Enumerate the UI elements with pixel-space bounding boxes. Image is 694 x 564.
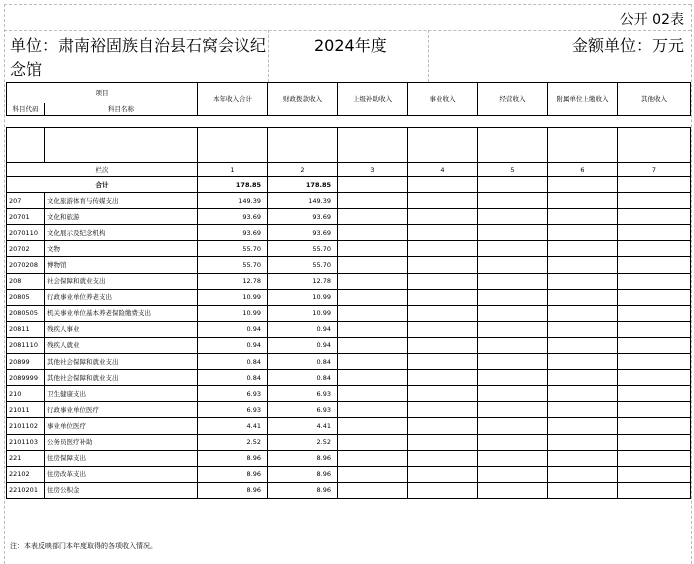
empty-cell	[548, 402, 618, 418]
empty-cell	[338, 354, 408, 370]
subject-name: 机关事业单位基本养老保险缴费支出	[45, 305, 198, 321]
subject-code: 2070110	[7, 225, 45, 241]
header-divider-1	[268, 30, 269, 82]
col-number: 2	[268, 163, 338, 177]
empty-cell	[338, 418, 408, 434]
table-row	[7, 305, 691, 321]
income-total: 6.93	[198, 402, 268, 418]
fiscal-income: 6.93	[268, 386, 338, 402]
empty-cell	[408, 273, 478, 289]
empty-cell	[408, 418, 478, 434]
col-number: 7	[618, 163, 691, 177]
empty-cell	[478, 402, 548, 418]
subject-name: 文化展示及纪念机构	[45, 225, 198, 241]
empty-cell	[548, 450, 618, 466]
empty-cell	[408, 305, 478, 321]
empty-cell	[618, 450, 691, 466]
fiscal-income: 8.96	[268, 450, 338, 466]
table-row	[7, 289, 691, 305]
empty-cell	[548, 418, 618, 434]
empty-cell	[548, 305, 618, 321]
empty-cell	[338, 450, 408, 466]
year-label: 2024年度	[314, 36, 387, 55]
empty-cell	[618, 466, 691, 482]
empty-cell	[618, 337, 691, 353]
empty-cell	[338, 289, 408, 305]
empty-cell	[618, 482, 691, 498]
income-total: 55.70	[198, 257, 268, 273]
income-table	[6, 82, 691, 499]
income-total: 55.70	[198, 241, 268, 257]
table-row	[7, 402, 691, 418]
table-row	[7, 241, 691, 257]
subject-name: 其他社会保障和就业支出	[45, 354, 198, 370]
empty-cell	[408, 354, 478, 370]
fiscal-income: 55.70	[268, 241, 338, 257]
total-income: 178.85	[198, 177, 268, 193]
fiscal-income: 8.96	[268, 482, 338, 498]
table-row	[7, 418, 691, 434]
empty-cell	[618, 193, 691, 209]
right-dashed-border	[691, 4, 692, 564]
project-header: 项目	[7, 83, 198, 104]
empty-cell	[548, 354, 618, 370]
fiscal-income: 55.70	[268, 257, 338, 273]
income-total: 10.99	[198, 305, 268, 321]
subject-code: 208	[7, 273, 45, 289]
subject-name: 住房保障支出	[45, 450, 198, 466]
subject-code: 2070208	[7, 257, 45, 273]
fiscal-income: 6.93	[268, 402, 338, 418]
subject-code: 21011	[7, 402, 45, 418]
income-total: 6.93	[198, 386, 268, 402]
empty-cell	[338, 193, 408, 209]
subject-name: 文物	[45, 241, 198, 257]
col-number: 3	[338, 163, 408, 177]
total-label: 合计	[7, 177, 198, 193]
empty-cell	[548, 289, 618, 305]
empty-cell	[478, 418, 548, 434]
subject-code: 207	[7, 193, 45, 209]
fiscal-income: 4.41	[268, 418, 338, 434]
empty-cell	[548, 257, 618, 273]
fiscal-income: 0.84	[268, 354, 338, 370]
table-row	[7, 370, 691, 386]
empty-cell	[478, 482, 548, 498]
empty-cell	[338, 257, 408, 273]
col-header: 本年收入合计	[198, 83, 268, 116]
subject-name: 文化和旅游	[45, 209, 198, 225]
empty-cell	[618, 402, 691, 418]
subject-code: 2101102	[7, 418, 45, 434]
subject-name: 住房改革支出	[45, 466, 198, 482]
empty-cell	[618, 386, 691, 402]
empty-cell	[478, 257, 548, 273]
subject-code: 2081110	[7, 337, 45, 353]
subject-name: 博物馆	[45, 257, 198, 273]
empty-cell	[408, 241, 478, 257]
subject-code: 2080505	[7, 305, 45, 321]
table-row	[7, 225, 691, 241]
empty-cell	[548, 273, 618, 289]
fiscal-income: 0.94	[268, 337, 338, 353]
empty-cell	[478, 450, 548, 466]
table-row	[7, 321, 691, 337]
empty-cell	[408, 321, 478, 337]
subject-code-header: 科目代码	[7, 103, 45, 116]
subject-code: 221	[7, 450, 45, 466]
subject-name-header: 科目名称	[45, 103, 198, 116]
subject-code: 20701	[7, 209, 45, 225]
empty-cell	[618, 225, 691, 241]
subject-name: 公务员医疗补助	[45, 434, 198, 450]
subject-name: 社会保障和就业支出	[45, 273, 198, 289]
subject-name: 事业单位医疗	[45, 418, 198, 434]
empty-cell	[338, 241, 408, 257]
empty-cell	[338, 434, 408, 450]
income-total: 0.94	[198, 337, 268, 353]
fiscal-income: 10.99	[268, 305, 338, 321]
amount-unit: 金额单位：万元	[571, 36, 684, 55]
empty-cell	[408, 289, 478, 305]
table-row	[7, 450, 691, 466]
empty-cell	[478, 193, 548, 209]
table-row	[7, 273, 691, 289]
income-total: 149.39	[198, 193, 268, 209]
fiscal-income: 93.69	[268, 225, 338, 241]
table-row	[7, 193, 691, 209]
subject-name: 卫生健康支出	[45, 386, 198, 402]
col-number: 4	[408, 163, 478, 177]
subject-code: 2089999	[7, 370, 45, 386]
empty-cell	[408, 450, 478, 466]
header-divider-2	[428, 30, 429, 82]
table-row	[7, 466, 691, 482]
empty-cell	[478, 321, 548, 337]
top-dashed-border	[4, 4, 691, 5]
col-header: 其他收入	[618, 83, 691, 116]
empty-cell	[618, 273, 691, 289]
subject-code: 20805	[7, 289, 45, 305]
empty-cell	[548, 434, 618, 450]
fiscal-income: 0.94	[268, 321, 338, 337]
empty-cell	[408, 193, 478, 209]
subject-name: 行政事业单位养老支出	[45, 289, 198, 305]
empty-cell	[618, 370, 691, 386]
income-total: 0.84	[198, 354, 268, 370]
subject-code: 20702	[7, 241, 45, 257]
col-header: 附属单位上缴收入	[548, 83, 618, 116]
subject-name: 行政事业单位医疗	[45, 402, 198, 418]
empty-cell	[548, 193, 618, 209]
empty-cell	[548, 209, 618, 225]
income-total: 93.69	[198, 225, 268, 241]
empty-cell	[478, 289, 548, 305]
income-total: 93.69	[198, 209, 268, 225]
fiscal-income: 12.78	[268, 273, 338, 289]
empty-cell	[338, 466, 408, 482]
empty-cell	[478, 209, 548, 225]
footnote: 注：本表反映部门本年度取得的各项收入情况。	[10, 542, 157, 550]
subject-name: 住房公积金	[45, 482, 198, 498]
empty-cell	[408, 370, 478, 386]
subject-name: 其他社会保障和就业支出	[45, 370, 198, 386]
empty-cell	[338, 273, 408, 289]
table-row	[7, 337, 691, 353]
col-number: 6	[548, 163, 618, 177]
empty-cell	[408, 402, 478, 418]
empty-cell	[408, 482, 478, 498]
empty-cell	[408, 386, 478, 402]
empty-cell	[548, 337, 618, 353]
empty-cell	[618, 209, 691, 225]
subject-name: 文化旅游体育与传媒支出	[45, 193, 198, 209]
fiscal-income: 2.52	[268, 434, 338, 450]
empty-cell	[478, 241, 548, 257]
col-number-label: 栏次	[7, 163, 198, 177]
income-total: 0.84	[198, 370, 268, 386]
empty-cell	[548, 482, 618, 498]
fiscal-income: 149.39	[268, 193, 338, 209]
empty-cell	[478, 305, 548, 321]
fiscal-income: 93.69	[268, 209, 338, 225]
empty-cell	[338, 337, 408, 353]
empty-cell	[408, 257, 478, 273]
empty-cell	[478, 354, 548, 370]
empty-cell	[478, 337, 548, 353]
table-row	[7, 434, 691, 450]
col-header: 经营收入	[478, 83, 548, 116]
empty-cell	[408, 225, 478, 241]
empty-cell	[408, 337, 478, 353]
empty-cell	[478, 386, 548, 402]
subject-code: 22102	[7, 466, 45, 482]
spacer-row	[7, 116, 691, 128]
empty-cell	[618, 257, 691, 273]
empty-cell	[408, 434, 478, 450]
empty-cell	[548, 321, 618, 337]
left-dashed-border	[4, 4, 5, 564]
empty-cell	[618, 241, 691, 257]
empty-cell	[548, 370, 618, 386]
col-header: 上级补助收入	[338, 83, 408, 116]
table-row	[7, 386, 691, 402]
empty-cell	[548, 241, 618, 257]
empty-cell	[338, 321, 408, 337]
empty-cell	[408, 466, 478, 482]
empty-cell	[618, 305, 691, 321]
empty-cell	[618, 354, 691, 370]
table-row	[7, 209, 691, 225]
empty-cell	[478, 434, 548, 450]
empty-cell	[338, 386, 408, 402]
total-fiscal: 178.85	[268, 177, 338, 193]
income-total: 12.78	[198, 273, 268, 289]
income-total: 0.94	[198, 321, 268, 337]
empty-cell	[338, 482, 408, 498]
income-total: 4.41	[198, 418, 268, 434]
empty-cell	[618, 434, 691, 450]
income-total: 10.99	[198, 289, 268, 305]
empty-cell	[338, 402, 408, 418]
income-total: 8.96	[198, 482, 268, 498]
subject-code: 210	[7, 386, 45, 402]
col-number: 1	[198, 163, 268, 177]
header-dashed-line	[4, 30, 691, 31]
income-total: 2.52	[198, 434, 268, 450]
empty-cell	[478, 370, 548, 386]
col-header: 事业收入	[408, 83, 478, 116]
empty-cell	[338, 209, 408, 225]
fiscal-income: 0.84	[268, 370, 338, 386]
subject-code: 2210201	[7, 482, 45, 498]
empty-cell	[548, 225, 618, 241]
table-row	[7, 257, 691, 273]
subject-code: 2101103	[7, 434, 45, 450]
col-number: 5	[478, 163, 548, 177]
empty-cell	[408, 209, 478, 225]
table-row	[7, 354, 691, 370]
empty-cell	[338, 370, 408, 386]
subject-name: 残疾人事业	[45, 321, 198, 337]
empty-cell	[338, 225, 408, 241]
empty-cell	[478, 273, 548, 289]
form-code: 公开 02表	[619, 12, 684, 28]
empty-cell	[618, 321, 691, 337]
table-row	[7, 482, 691, 498]
empty-cell	[548, 466, 618, 482]
empty-cell	[478, 466, 548, 482]
subject-code: 20811	[7, 321, 45, 337]
income-total: 8.96	[198, 466, 268, 482]
fiscal-income: 10.99	[268, 289, 338, 305]
empty-cell	[338, 305, 408, 321]
empty-cell	[618, 289, 691, 305]
empty-cell	[478, 225, 548, 241]
subject-name: 残疾人就业	[45, 337, 198, 353]
empty-cell	[548, 386, 618, 402]
income-total: 8.96	[198, 450, 268, 466]
subject-code: 20899	[7, 354, 45, 370]
col-header: 财政拨款收入	[268, 83, 338, 116]
unit-label: 单位：肃南裕固族自治县石窝会议纪念馆	[10, 36, 267, 79]
empty-cell	[618, 418, 691, 434]
fiscal-income: 8.96	[268, 466, 338, 482]
